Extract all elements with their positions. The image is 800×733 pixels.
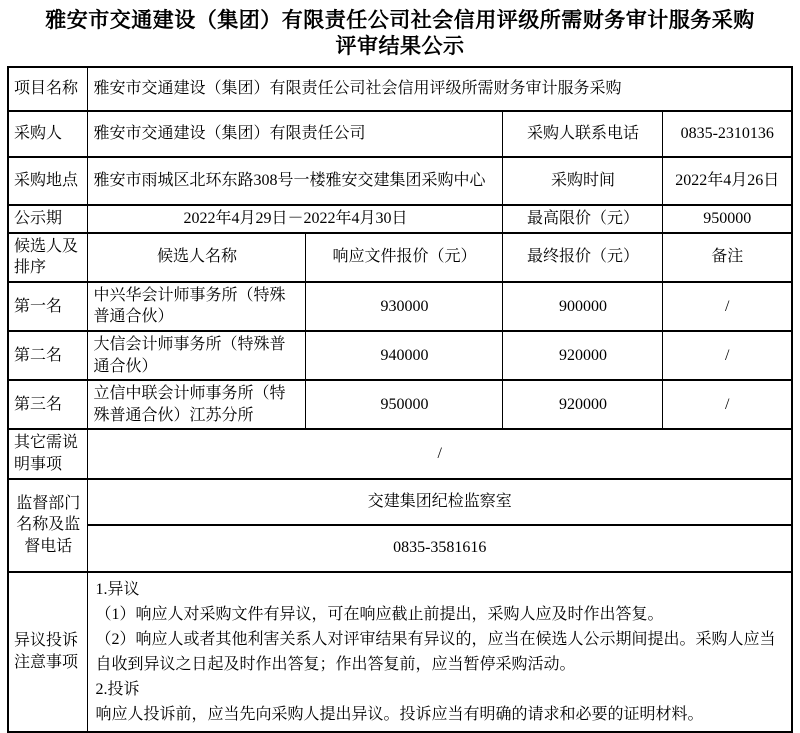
purchase-time-label: 采购时间 xyxy=(503,157,663,205)
candidates-label: 候选人及排序 xyxy=(8,233,88,282)
rank-3-label: 第三名 xyxy=(8,380,88,429)
other-notes-value: / xyxy=(88,429,792,478)
supervision-phone-value: 0835-3581616 xyxy=(88,525,792,572)
objection-line-2: （1）响应人对采购文件有异议，可在响应截止前提出，采购人应及时作出答复。 xyxy=(95,605,664,623)
publicity-label: 公示期 xyxy=(8,205,88,233)
location-value: 雅安市雨城区北环东路308号一楼雅安交建集团采购中心 xyxy=(88,157,503,205)
row-supervision-department xyxy=(8,479,792,525)
candidate-3-final-price: 920000 xyxy=(503,380,663,429)
result-table xyxy=(7,66,793,733)
purchaser-label: 采购人 xyxy=(8,111,88,157)
candidate-1-name: 中兴华会计师事务所（特殊普通合伙） xyxy=(88,282,306,331)
purchaser-phone-value: 0835-2310136 xyxy=(663,111,792,157)
objection-line-1: 1.异议 xyxy=(95,580,140,598)
page-title xyxy=(8,7,792,59)
other-notes-label: 其它需说明事项 xyxy=(8,429,88,478)
row-publicity xyxy=(8,205,792,233)
max-price-label: 最高限价（元） xyxy=(503,205,663,233)
candidate-row-2 xyxy=(8,331,792,380)
candidate-3-name: 立信中联会计师事务所（特殊普通合伙）江苏分所 xyxy=(88,380,306,429)
candidate-1-remark: / xyxy=(663,282,792,331)
purchaser-phone-label: 采购人联系电话 xyxy=(503,111,663,157)
row-purchaser xyxy=(8,111,792,157)
col-header-candidate-name: 候选人名称 xyxy=(88,233,306,282)
candidate-2-doc-price: 940000 xyxy=(306,331,503,380)
candidate-2-remark: / xyxy=(663,331,792,380)
rank-1-label: 第一名 xyxy=(8,282,88,331)
row-supervision-phone xyxy=(8,525,792,572)
row-candidates-header xyxy=(8,233,792,282)
row-objection-notes xyxy=(8,572,792,732)
col-header-final-price: 最终报价（元） xyxy=(503,233,663,282)
project-value: 雅安市交通建设（集团）有限责任公司社会信用评级所需财务审计服务采购 xyxy=(88,67,792,111)
row-other-notes xyxy=(8,429,792,478)
objection-line-5: 响应人投诉前，应当先向采购人提出异议。投诉应当有明确的请求和必要的证明材料。 xyxy=(95,705,704,723)
candidate-row-1 xyxy=(8,282,792,331)
objection-label: 异议投诉注意事项 xyxy=(8,572,88,732)
page-title-line2: 评审结果公示 xyxy=(335,34,465,58)
objection-line-4: 2.投诉 xyxy=(95,680,140,698)
page-title-line1: 雅安市交通建设（集团）有限责任公司社会信用评级所需财务审计服务采购 xyxy=(45,8,755,32)
rank-2-label: 第二名 xyxy=(8,331,88,380)
purchaser-value: 雅安市交通建设（集团）有限责任公司 xyxy=(88,111,503,157)
candidate-1-final-price: 900000 xyxy=(503,282,663,331)
objection-content xyxy=(88,572,792,732)
max-price-value: 950000 xyxy=(663,205,792,233)
candidate-1-doc-price: 930000 xyxy=(306,282,503,331)
objection-line-3: （2）响应人或者其他利害关系人对评审结果有异议的，应当在候选人公示期间提出。采购人应当自收到异议之日起及时作出答复；作出答复前，应当暂停采购活动。 xyxy=(95,630,776,673)
location-label: 采购地点 xyxy=(8,157,88,205)
supervision-label: 监督部门名称及监督电话 xyxy=(8,479,88,572)
candidate-3-doc-price: 950000 xyxy=(306,380,503,429)
row-location xyxy=(8,157,792,205)
row-project xyxy=(8,67,792,111)
col-header-doc-price: 响应文件报价（元） xyxy=(306,233,503,282)
candidate-row-3 xyxy=(8,380,792,429)
candidate-2-final-price: 920000 xyxy=(503,331,663,380)
candidate-3-remark: / xyxy=(663,380,792,429)
purchase-time-value: 2022年4月26日 xyxy=(663,157,792,205)
supervision-department-value: 交建集团纪检监察室 xyxy=(88,479,792,525)
candidate-2-name: 大信会计师事务所（特殊普通合伙） xyxy=(88,331,306,380)
publicity-period-value: 2022年4月29日－2022年4月30日 xyxy=(88,205,503,233)
col-header-remark: 备注 xyxy=(663,233,792,282)
project-label: 项目名称 xyxy=(8,67,88,111)
